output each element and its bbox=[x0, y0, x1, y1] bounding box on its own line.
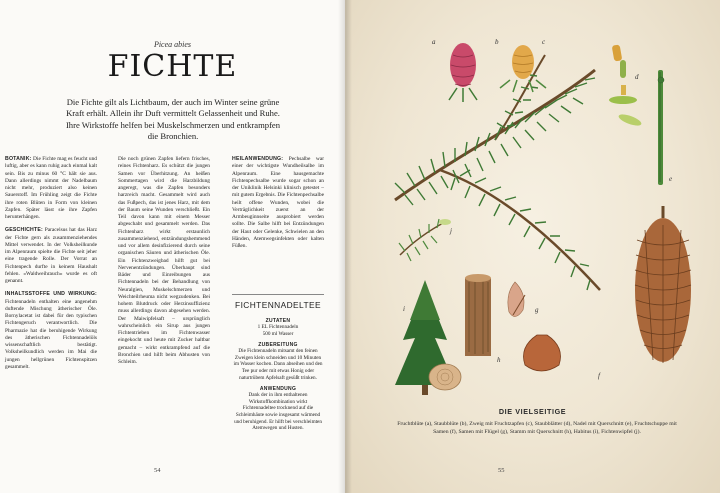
heading-geschichte: GESCHICHTE: bbox=[5, 227, 43, 234]
label-d: d bbox=[635, 73, 639, 81]
label-f: f bbox=[598, 372, 600, 380]
text-botanik: Die Fichte mag es feucht und luftig, aber es kann ruhig auch einmal kalt sein. Bis zu minus 60 °C hält sie aus. Dann allerdings nimmt der Nadelbaum nicht mehr, produziert also keinen Sauerstoff. Im Frühling zeigt die Fichte ihre roten Blüten in Form von kleinen Zapfen. Später lässt sie ihre Zapfen herunterhängen. bbox=[5, 156, 97, 220]
illustration-caption-title: DIE VIELSEITIGE bbox=[498, 407, 567, 416]
text-column-1 bbox=[5, 156, 97, 377]
label-b: b bbox=[495, 38, 499, 46]
recipe-divider bbox=[232, 294, 324, 295]
text-harz: Die noch grünen Zapfen liefern frisches, reines Fichtenharz. Es schützt die jungen Samen vor Überhitzung. An heißen Sommertagen wird die Harzbildung angeregt, was die Zapfen besonders harzreich macht. Gesammelt wird auch das Fußpech, das ist jenes Harz, mit dem der Baum seine Wunden verschließt. Ein Teil davon kann mit einem Messer abgeschabt und gesammelt werden. Das Fichtenharz wirkt erstaunlich zusammenziehend, entzündungshemmend und vor allem desinfizierend durch seine organischen Säuren und ätherischen Öle. Ein Fichtenzweigbad hilft gut bei Nervenentzündungen. Überhaupt sind Bäder und Einreibungen aus Fichtennadeln bei der Behandlung von Neuralgien, Muskelschmerzen und Weichteilrheuma nicht wegzudenken. Bei hohem Blutdruck oder Herzinsuffizienz muss allerdings davon abgesehen werden. Der Maiwipfelsaft – ursprünglich wahrscheinlich ein Sirup aus jungen Fichtentrieben im Fichtenwasser eingekocht und heute mit Zucker haltbar gemacht – wirkt entkrampfend auf die Bronchien und hilft beim Abhusten von Schleim. bbox=[118, 156, 210, 365]
page-number-right: 55 bbox=[498, 467, 505, 474]
label-g: g bbox=[535, 306, 539, 314]
text-geschichte: Paracelsus hat das Harz der Fichte gern als zusammenziehendes Mittel verwendet. In der Volksheilkunde im Alpenraum spielte die Fichte seit jeher eine tragende Rolle. Der Vorrat an Fichtenpech durfte in keinem Haushalt fehlen. »Waldweihrauch« wurde es oft genannt. bbox=[5, 227, 97, 284]
text-inhaltsstoffe: Fichtennadeln enthalten eine angenehm duftende Mischung ätherischer Öle. Bornylacetat ist dabei für den typischen Fichtengeruch verantwortlich. Die Pharmazie hat die beruhigende Wirkung des ätherischen Fichtennadelöls wissenschaftlich bestätigt. Volksheilkundlich werden im Mai die jungen hellgrünen Fichtenspitzen gesammelt. bbox=[5, 298, 97, 370]
paragraph-geschichte bbox=[5, 227, 97, 285]
text-column-2 bbox=[118, 156, 210, 372]
recipe-prep: Die Fichtennadeln mitsamt den feinen Zweigen klein schneiden und 10 Minuten im Wasser kochen. Dann abseihen und den Tee pur oder mit etwas Honig oder naturtrübem Apfelsaft gesüßt trinken. bbox=[233, 348, 323, 381]
label-h: h bbox=[497, 356, 501, 364]
text-heilanwendung: Pechsalbe war einer der wichtigste Wundheilsalbe im Alpenraum. Eine hausgemachte Fichtenpechsalbe wurde sogar schon an der Uniklinik Helsinki klinisch getestet – mit gutem Ergebnis. Die Fichtenpechsalbe heilt offene Wunden, wobei die Verträglichkeit zuerst an der Armbeuginnseite ausprobiert werden sollte. Die Salbe hilft bei Entzündungen der Haut oder Gelenke, Schwielen an den Händen, Atemwegsinfekten oder kalten Füßen. bbox=[232, 156, 324, 249]
left-page bbox=[0, 0, 345, 493]
heading-heilanwendung: HEILANWENDUNG: bbox=[232, 156, 284, 162]
paragraph-heilanwendung bbox=[232, 156, 324, 250]
illustration-legend: Fruchtblüte (a), Staubblüte (b), Zweig mit Fruchtzapfen (c), Staubblätter (d), Nadel mit Querschnitt (e), Fruchtschuppe mit Samen (f), Samen mit Flügel (g), Stamm mit Querschnitt (h), Habitus (i), Fichtenwipfel (j). bbox=[397, 421, 677, 435]
right-page bbox=[345, 0, 720, 493]
latin-name: Picea abies bbox=[153, 40, 192, 49]
recipe-ingredients-heading: ZUTATEN bbox=[265, 318, 291, 324]
label-c: c bbox=[542, 38, 546, 46]
heading-inhaltsstoffe: INHALTSSTOFFE UND WIRKUNG: bbox=[5, 291, 97, 298]
paragraph-inhaltsstoffe bbox=[5, 291, 97, 371]
intro-paragraph: Die Fichte gilt als Lichtbaum, der auch im Winter seine grüne Kraft erhält. Allein ihr Duft vermittelt Gelassenheit und Ruhe. Ihre Wirkstoffe helfen bei Muskelschmerzen und entkrampfen die Bronchien. bbox=[65, 97, 281, 142]
label-j: j bbox=[450, 227, 452, 235]
page-number-left: 54 bbox=[154, 467, 161, 474]
recipe-use-heading: ANWENDUNG bbox=[259, 386, 297, 393]
paragraph-harz bbox=[118, 156, 210, 366]
recipe-use: Dank der in ihm enthaltenen Wirkstoffkombination wirkt Fichtennadeltee trocknend auf die Schleimhäute sowie insgesamt wärmend und beruhigend. Er hilft bei verschleimten Atemwegen und Husten. bbox=[234, 392, 322, 432]
label-i: i bbox=[403, 305, 405, 313]
label-e: e bbox=[669, 175, 673, 183]
book-gutter-shadow bbox=[338, 0, 352, 493]
paragraph-botanik bbox=[5, 156, 97, 221]
label-a: a bbox=[432, 38, 436, 46]
page-title: FICHTE bbox=[107, 49, 238, 84]
text-column-3 bbox=[232, 156, 324, 256]
recipe-box bbox=[232, 318, 324, 432]
recipe-prep-heading: ZUBEREITUNG bbox=[258, 342, 298, 349]
spruce-illustration bbox=[345, 0, 720, 410]
recipe-title: FICHTENNADELTEE bbox=[235, 300, 321, 310]
heading-botanik: BOTANIK: bbox=[5, 156, 32, 162]
recipe-ingredients: 1 EL Fichtennadeln 500 ml Wasser bbox=[257, 324, 299, 337]
